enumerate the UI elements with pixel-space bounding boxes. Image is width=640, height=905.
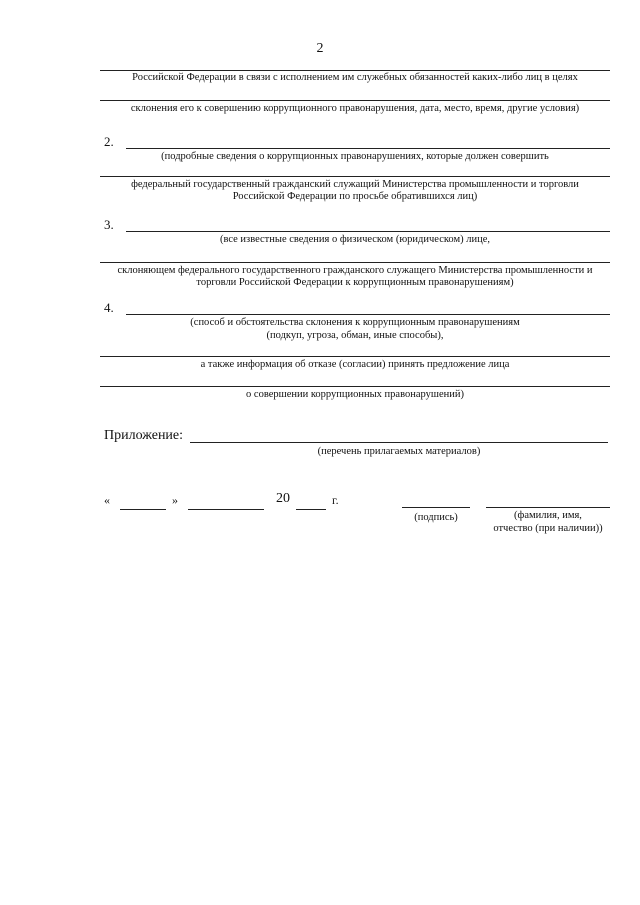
signature-line[interactable] [402,507,470,508]
date-year-line[interactable] [296,509,326,510]
section1-rule-2 [100,100,610,101]
section4-rule-2 [100,356,610,357]
section2-caption-2: федеральный государственный гражданский служащий Министерства промышленности и торговли [131,179,579,190]
section3-number: 3. [104,217,114,232]
section1-caption-2: склонения его к совершению коррупционного правонарушения, дата, место, время, другие условия) [130,103,580,114]
section2-caption-1: (подробные сведения о коррупционных правонарушениях, которые должен совершить [161,151,549,162]
section4-number: 4. [104,300,114,315]
section2-number: 2. [104,134,114,149]
section4-caption-4: о совершении коррупционных правонарушений) [246,389,464,400]
section4-caption-1: (способ и обстоятельства склонения к коррупционным правонарушениям [190,317,520,328]
date-quote-open: « [104,493,110,507]
attachment-caption: (перечень прилагаемых материалов) [317,446,481,457]
name-caption-1: (фамилия, имя, [514,510,582,521]
section4-rule-3 [100,386,610,387]
page-number: 2 [316,41,324,56]
section3-caption-2: склоняющем федерального государственного гражданского служащего Министерства промышленности и [117,265,593,276]
section3-field-line[interactable] [126,231,610,232]
name-caption-2: отчество (при наличии)) [493,523,603,534]
attachment-label: Приложение: [104,428,184,443]
section3-caption-1: (все известные сведения о физическом (юридическом) лице, [219,234,491,245]
section2-rule-2 [100,176,610,177]
attachment-field-line[interactable] [190,442,608,443]
date-year-suffix: г. [332,493,339,507]
name-line[interactable] [486,507,610,508]
section3-caption-3: торговли Российской Федерации к коррупционным правонарушениям) [196,277,514,288]
date-year-prefix: 20 [276,491,290,506]
section2-caption-3: Российской Федерации по просьбе обратившихся лиц) [232,191,478,202]
section4-caption-3: а также информация об отказе (согласии) принять предложение лица [200,359,510,370]
signature-caption: (подпись) [414,512,458,523]
date-quote-close: » [172,493,178,507]
section1-caption-1: Российской Федерации в связи с исполнением им служебных обязанностей каких-либо лиц в целях [132,72,578,83]
section4-field-line[interactable] [126,314,610,315]
section3-rule-2 [100,262,610,263]
date-month-line[interactable] [188,509,264,510]
section4-caption-2: (подкуп, угроза, обман, иные способы), [266,330,444,341]
date-day-line[interactable] [120,509,166,510]
section2-field-line[interactable] [126,148,610,149]
